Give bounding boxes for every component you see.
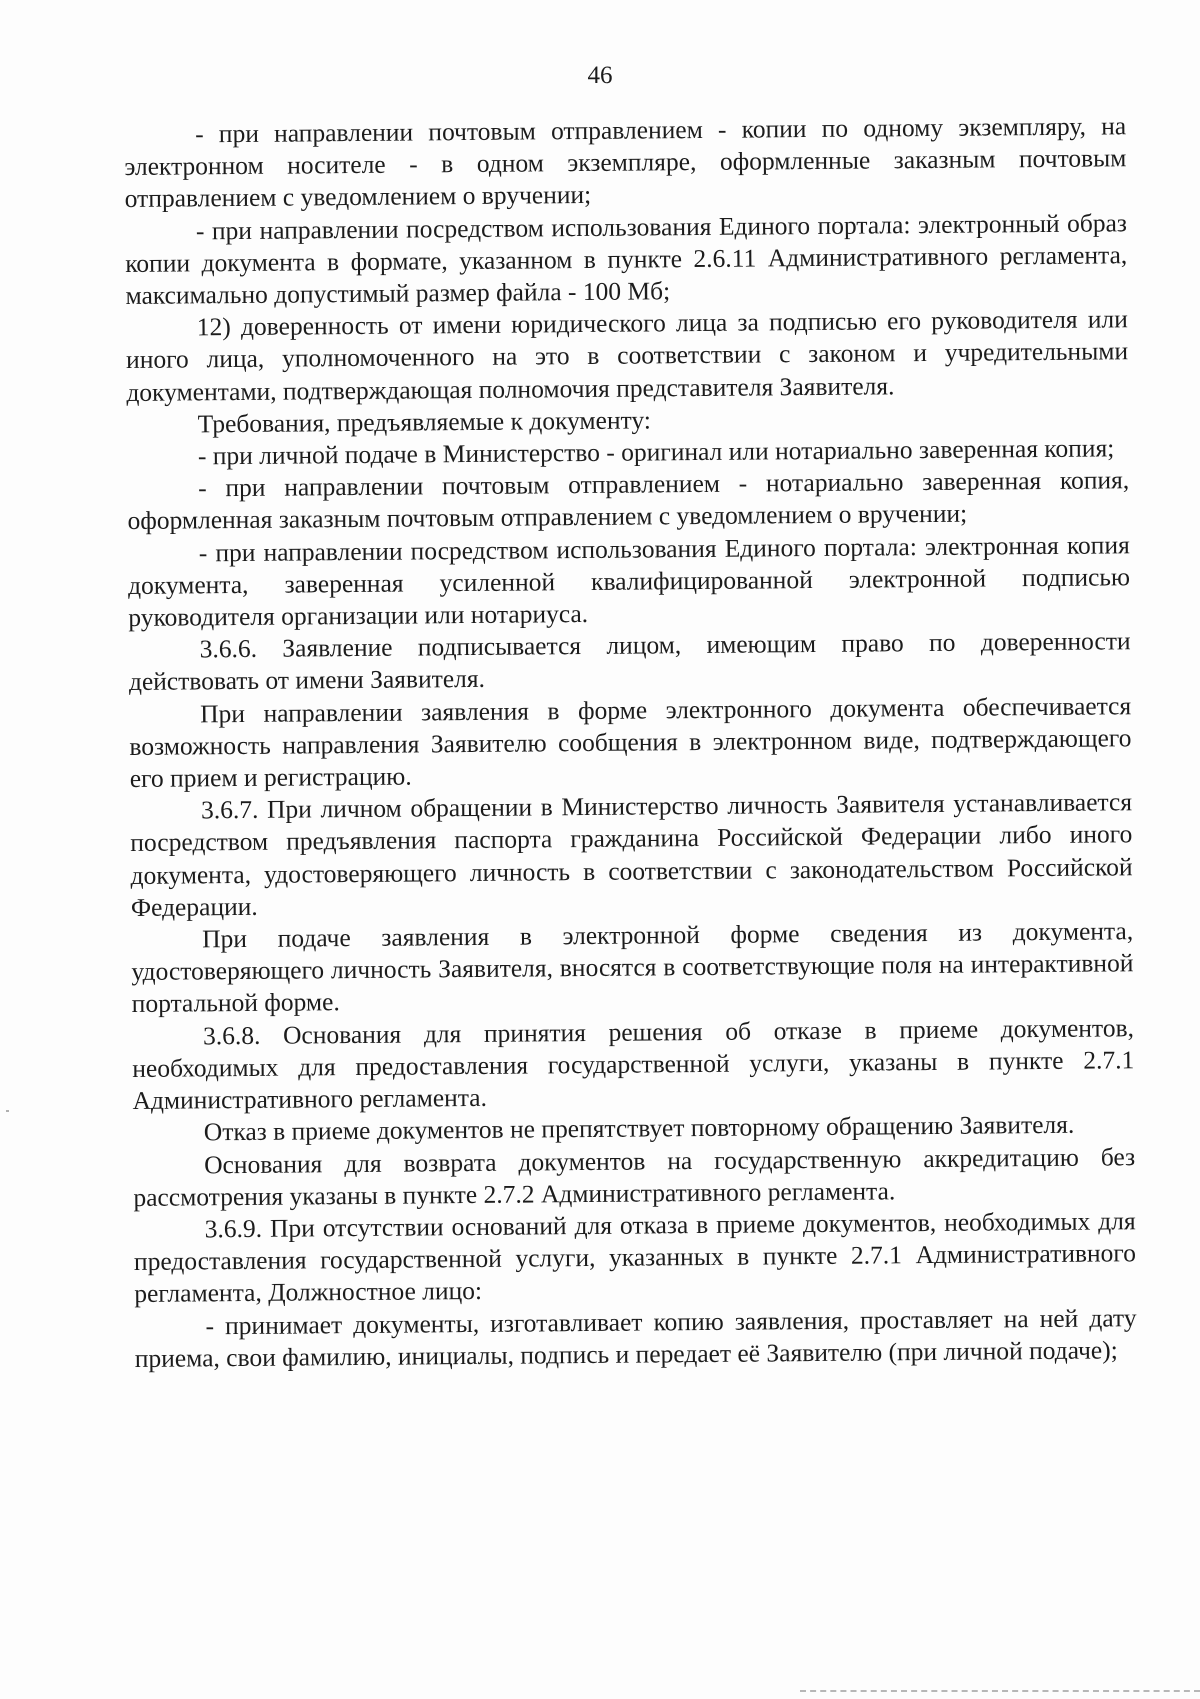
paragraph-3-6-8: 3.6.8. Основания для принятия решения об отказе в приеме документов, необходимых для предоставления государственной услуги, указаны в пункте 2.7.1 Административного регламента. — [132, 1012, 1135, 1116]
paragraph-mail-copies: - при направлении почтовым отправлением - копии по одному экземпляру, на электронном носителе - в одном экземпляре, оформленные заказным почтовым отправлением с уведомлением о вручении; — [124, 111, 1127, 214]
paragraph-refusal-no-obstacle: Отказ в приеме документов не препятствует повторному обращению Заявителя. — [203, 1110, 1075, 1147]
page-number: 46 — [587, 62, 613, 89]
paragraph-3-6-9: 3.6.9. При отсутствии оснований для отказа в приеме документов, необходимых для предоставления государственной услуги, указанных в пункте 2.7.1 Административного регламента, Должностное лицо: — [133, 1206, 1137, 1309]
scan-artifact-mark — [6, 1110, 9, 1112]
paragraph-portal-copy: - при направлении посредством использования Единого портала: электронный образ копии документа в формате, указанном в пункте 2.6.11 Административного регламента, максимально допустимый размер файла - 100 Мб; — [125, 207, 1128, 311]
paragraph-return-grounds: Основания для возврата документов на государственную аккредитацию без рассмотрения указаны в пункте 2.7.2 Административного регламента. — [133, 1141, 1136, 1212]
paragraph-power-of-attorney: 12) доверенность от имени юридического лица за подписью его руководителя или иного лица, уполномоченного на это в соответствии с законом и учредительными документами, подтверждающая полномочия представителя Заявителя. — [125, 304, 1129, 407]
paragraph-postal-submission: - при направлении почтовым отправлением - нотариально заверенная копия, оформленная заказным почтовым отправлением с уведомлением о вручении; — [127, 465, 1130, 536]
paragraph-accepts-documents: - принимает документы, изготавливает копию заявления, проставляет на ней дату приема, свои фамилию, инициалы, подпись и передает её Заявителю (при личной подаче); — [134, 1302, 1137, 1373]
paragraph-portal-submission: - при направлении посредством использования Единого портала: электронная копия документа, заверенная усиленной квалифицированной электронной подписью руководителя организации или нотариуса. — [127, 529, 1131, 633]
paragraph-3-6-7: 3.6.7. При личном обращении в Министерство личность Заявителя устанавливается посредством предъявления паспорта гражданина Российской Федерации либо иного документа, удостоверяющего личность в соответствии с законодательством Российской Федерации. — [130, 787, 1133, 922]
paragraph-personal-submission: - при личной подаче в Министерство - оригинал или нотариально заверенная копия; — [197, 433, 1115, 471]
scan-edge-line — [800, 1690, 1200, 1694]
paragraph-3-6-6: 3.6.6. Заявление подписывается лицом, имеющим право по доверенности действовать от имени Заявителя. — [128, 626, 1131, 697]
paragraph-electronic-identity: При подаче заявления в электронной форме сведения из документа, удостоверяющего личность Заявителя, вносятся в соответствующие поля на интерактивной портальной форме. — [131, 916, 1134, 1019]
paragraph-electronic-confirmation: При направлении заявления в форме электронного документа обеспечивается возможность направления Заявителю сообщения в электронном виде, подтверждающего его прием и регистрацию. — [129, 690, 1132, 794]
document-body — [124, 110, 1137, 1375]
paragraph-requirements-heading: Требования, предъявляемые к документу: — [197, 405, 652, 439]
